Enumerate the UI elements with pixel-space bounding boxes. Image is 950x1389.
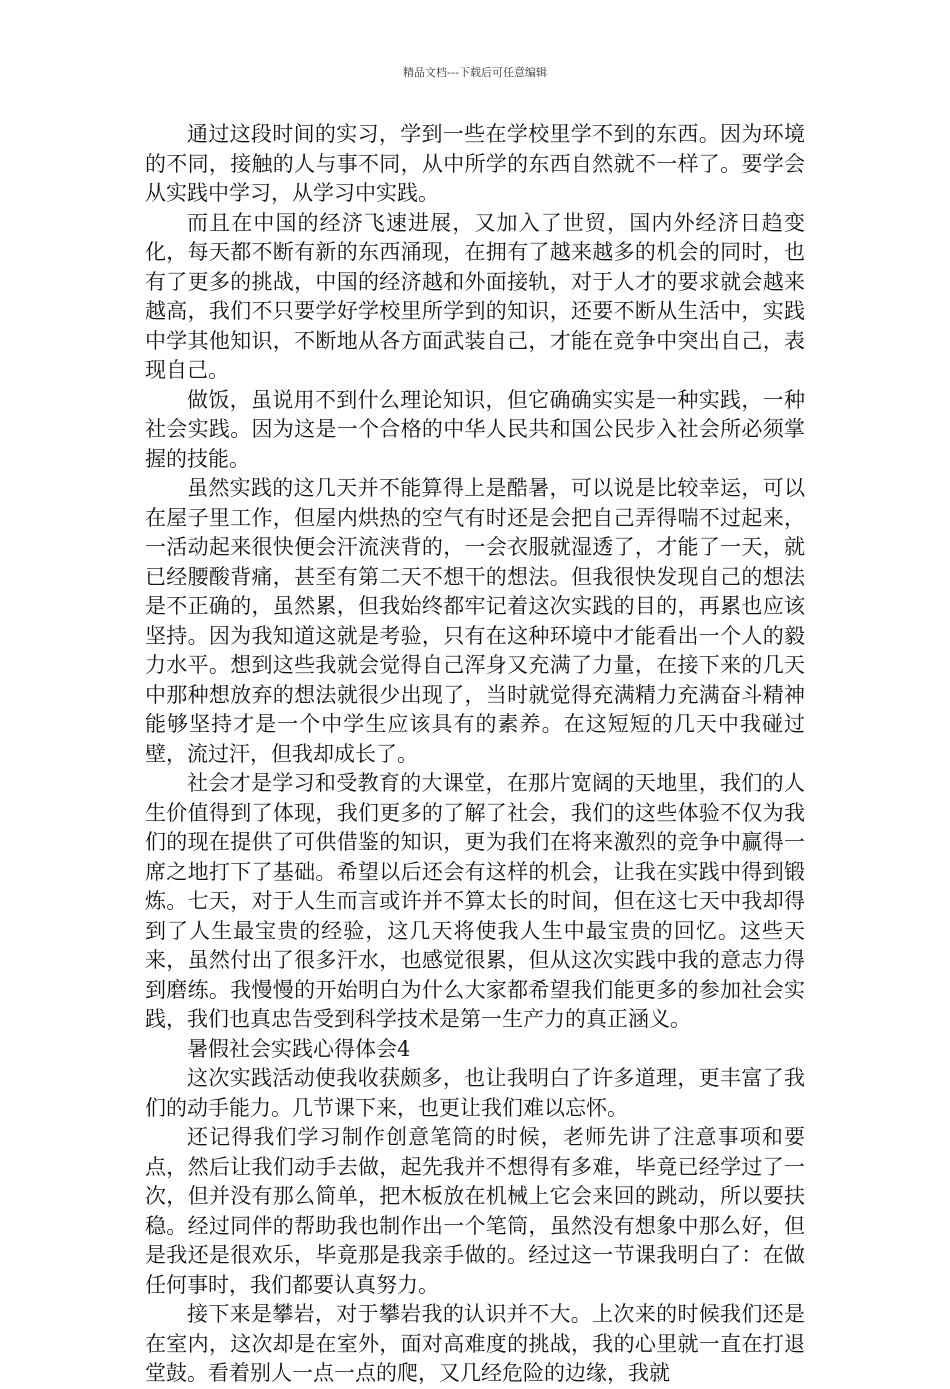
- page-header: 精品文档---下载后可任意编辑: [403, 66, 547, 79]
- section-title: 暑假社会实践心得体会4: [187, 1036, 411, 1061]
- paragraph: 这次实践活动使我收获颇多，也让我明白了许多道理，更丰富了我们的动手能力。几节课下来，也更让我们难以忘怀。: [145, 1066, 805, 1120]
- paragraph: 通过这段时间的实习，学到一些在学校里学不到的东西。因为环境的不同，接触的人与事不同，从中所学的东西自然就不一样了。要学会从实践中学习，从学习中实践。: [145, 122, 805, 205]
- paragraph: 社会才是学习和受教育的大课堂，在那片宽阔的天地里，我们的人生价值得到了体现，我们更多的了解了社会，我们的这些体验不仅为我们的现在提供了可供借鉴的知识，更为我们在将来激烈的竞争中赢得一席之地打下了基础。希望以后还会有这样的机会，让我在实践中得到锻炼。七天，对于人生而言或许并不算太长的时间，但在这七天中我却得到了人生最宝贵的经验，这几天将使我人生中最宝贵的回忆。这些天来，虽然付出了很多汗水，也感觉很累，但从这次实践中我的意志力得到磨练。我慢慢的开始明白为什么大家都希望我们能更多的参加社会实践，我们也真忠告受到科学技术是第一生产力的真正涵义。: [145, 771, 805, 1031]
- paragraph: 接下来是攀岩，对于攀岩我的认识并不大。上次来的时候我们还是在室内，这次却是在室外，面对高难度的挑战，我的心里就一直在打退堂鼓。看着别人一点一点的爬，又几经危险的边缘，我就: [145, 1302, 805, 1385]
- document-body: [145, 120, 805, 1389]
- paragraph: 虽然实践的这几天并不能算得上是酷暑，可以说是比较幸运，可以在屋子里工作，但屋内烘热的空气有时还是会把自己弄得喘不过起来，一活动起来很快便会汗流浃背的，一会衣服就湿透了，才能了一天，就已经腰酸背痛，甚至有第二天不想干的想法。但我很快发现自己的想法是不正确的，虽然累，但我始终都牢记着这次实践的目的，再累也应该坚持。因为我知道这就是考验，只有在这种环境中才能看出一个人的毅力水平。想到这些我就会觉得自己浑身又充满了力量，在接下来的几天中那种想放弃的想法就很少出现了，当时就觉得充满精力充满奋斗精神能够坚持才是一个中学生应该具有的素养。在这短短的几天中我碰过壁，流过汗，但我却成长了。: [145, 476, 805, 766]
- paragraph: 做饭，虽说用不到什么理论知识，但它确确实实是一种实践，一种社会实践。因为这是一个合格的中华人民共和国公民步入社会所必须掌握的技能。: [145, 387, 805, 471]
- paragraph: 而且在中国的经济飞速进展，又加入了世贸，国内外经济日趋变化，每天都不断有新的东西涌现，在拥有了越来越多的机会的同时，也有了更多的挑战，中国的经济越和外面接轨，对于人才的要求就会越来越高，我们不只要学好学校里所学到的知识，还要不断从生活中，实践中学其他知识，不断地从各方面武装自己，才能在竞争中突出自己，表现自己。: [145, 210, 805, 382]
- paragraph: 还记得我们学习制作创意笔筒的时候，老师先讲了注意事项和要点，然后让我们动手去做，起先我并不想得有多难，毕竟已经学过了一次，但并没有那么简单，把木板放在机械上它会来回的跳动，所以要扶稳。经过同伴的帮助我也制作出一个笔筒，虽然没有想象中那么好，但是我还是很欢乐，毕竟那是我亲手做的。经过这一节课我明白了：在做任何事时，我们都要认真努力。: [145, 1125, 805, 1297]
